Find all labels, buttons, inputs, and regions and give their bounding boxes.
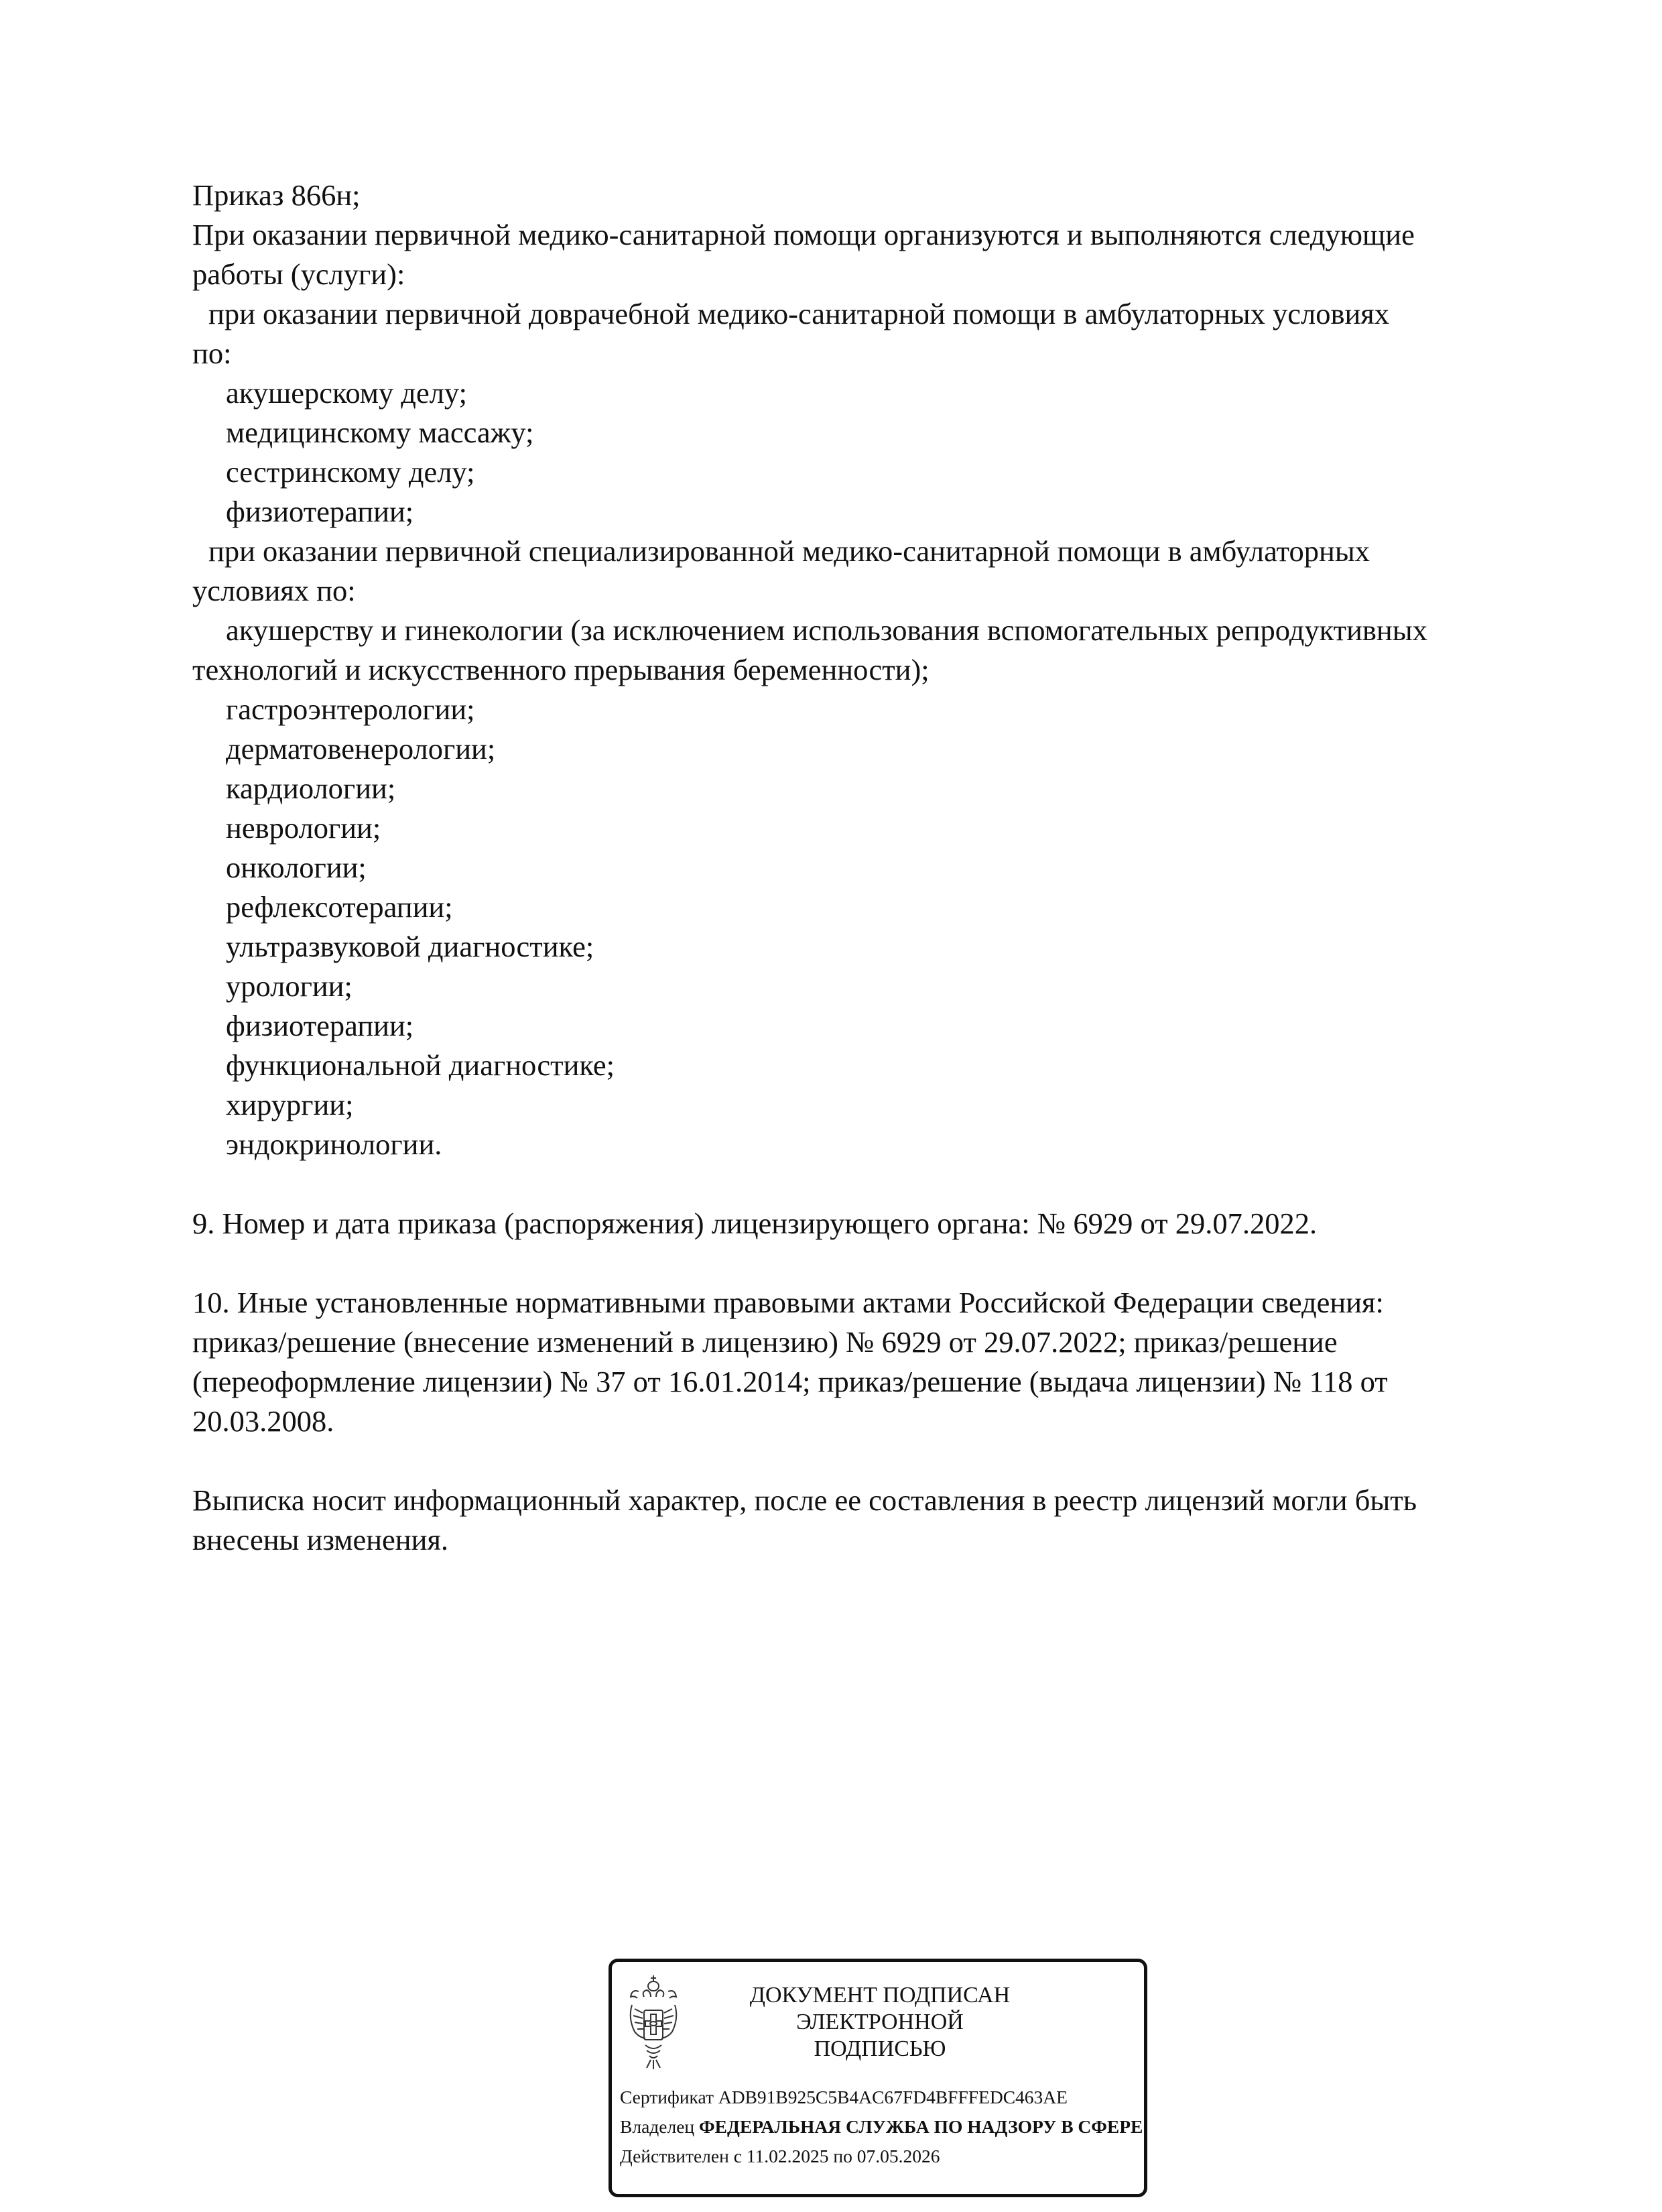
services-list: [192, 176, 1559, 1164]
document-line: онкологии;: [226, 851, 367, 884]
section-9: 9. Номер и дата приказа (распоряжения) лицензирующего органа: № 6929 от 29.07.2022.: [192, 1207, 1318, 1240]
electronic-signature-stamp: [609, 1959, 1147, 2197]
document-body: [192, 176, 1559, 1560]
document-line: акушерскому делу;: [226, 376, 467, 410]
owner-row: Владелец ФЕДЕРАЛЬНАЯ СЛУЖБА ПО НАДЗОРУ В СФЕРЕ: [620, 2116, 1143, 2137]
document-line: дерматовенерологии;: [226, 732, 496, 765]
document-line: медицинскому массажу;: [226, 416, 534, 449]
document-line: хирургии;: [226, 1088, 354, 1121]
document-line: При оказании первичной медико-санитарной помощи организуются и выполняются следующие: [192, 218, 1415, 251]
document-line: физиотерапии;: [226, 1009, 414, 1042]
document-line: акушерству и гинекологии (за исключением использования вспомогательных репродуктивных: [226, 613, 1427, 647]
document-line: неврологии;: [226, 811, 381, 845]
document-line: условиях по:: [192, 574, 356, 607]
document-line: эндокринологии.: [226, 1127, 442, 1161]
validity-row: Действителен с 11.02.2025 по 07.05.2026: [620, 2146, 940, 2166]
document-line: рефлексотерапии;: [226, 890, 453, 924]
document-line: технологий и искусственного прерывания беременности);: [192, 653, 930, 686]
document-line: функциональной диагностике;: [226, 1048, 615, 1082]
document-line: по:: [192, 336, 232, 370]
stamp-meta: [620, 2083, 1143, 2171]
document-line: при оказании первичной доврачебной медико-санитарной помощи в амбулаторных условиях: [208, 297, 1390, 330]
certificate-row: Сертификат ADB91B925C5B4AC67FD4BFFFEDC463AE: [620, 2087, 1068, 2107]
document-line: кардиологии;: [226, 772, 396, 805]
document-line: сестринскому делу;: [226, 455, 475, 489]
document-line: работы (услуги):: [192, 257, 405, 291]
owner-value: ФЕДЕРАЛЬНАЯ СЛУЖБА ПО НАДЗОРУ В СФЕРЕ: [699, 2116, 1143, 2137]
disclaimer: Выписка носит информационный характер, после ее составления в реестр лицензий могли быть внесены изменения.: [192, 1483, 1417, 1556]
document-line: физиотерапии;: [226, 495, 414, 528]
certificate-value: ADB91B925C5B4AC67FD4BFFFEDC463AE: [718, 2087, 1068, 2107]
document-line: ультразвуковой диагностике;: [226, 930, 594, 963]
eagle-emblem-icon: [625, 1971, 682, 2071]
document-line: урологии;: [226, 969, 353, 1003]
document-line: гастроэнтерологии;: [226, 692, 475, 726]
document-line: при оказании первичной специализированной медико-санитарной помощи в амбулаторных: [208, 534, 1370, 568]
section-10: 10. Иные установленные нормативными правовыми актами Российской Федерации сведения: приказ/решение (внесение изменений в лицензию) № 6929 от 29.07.2022; приказ/решение (переоформление лицензии) № 37 от 16.01.2014; приказ/решение (выдача лицензии) № 118 от 20.03.2008.: [192, 1286, 1388, 1438]
stamp-title: ДОКУМЕНТ ПОДПИСАН ЭЛЕКТРОННОЙ ПОДПИСЬЮ: [749, 1983, 1011, 2061]
document-line: Приказ 866н;: [192, 178, 361, 212]
validity-value: с 11.02.2025 по 07.05.2026: [733, 2146, 940, 2166]
